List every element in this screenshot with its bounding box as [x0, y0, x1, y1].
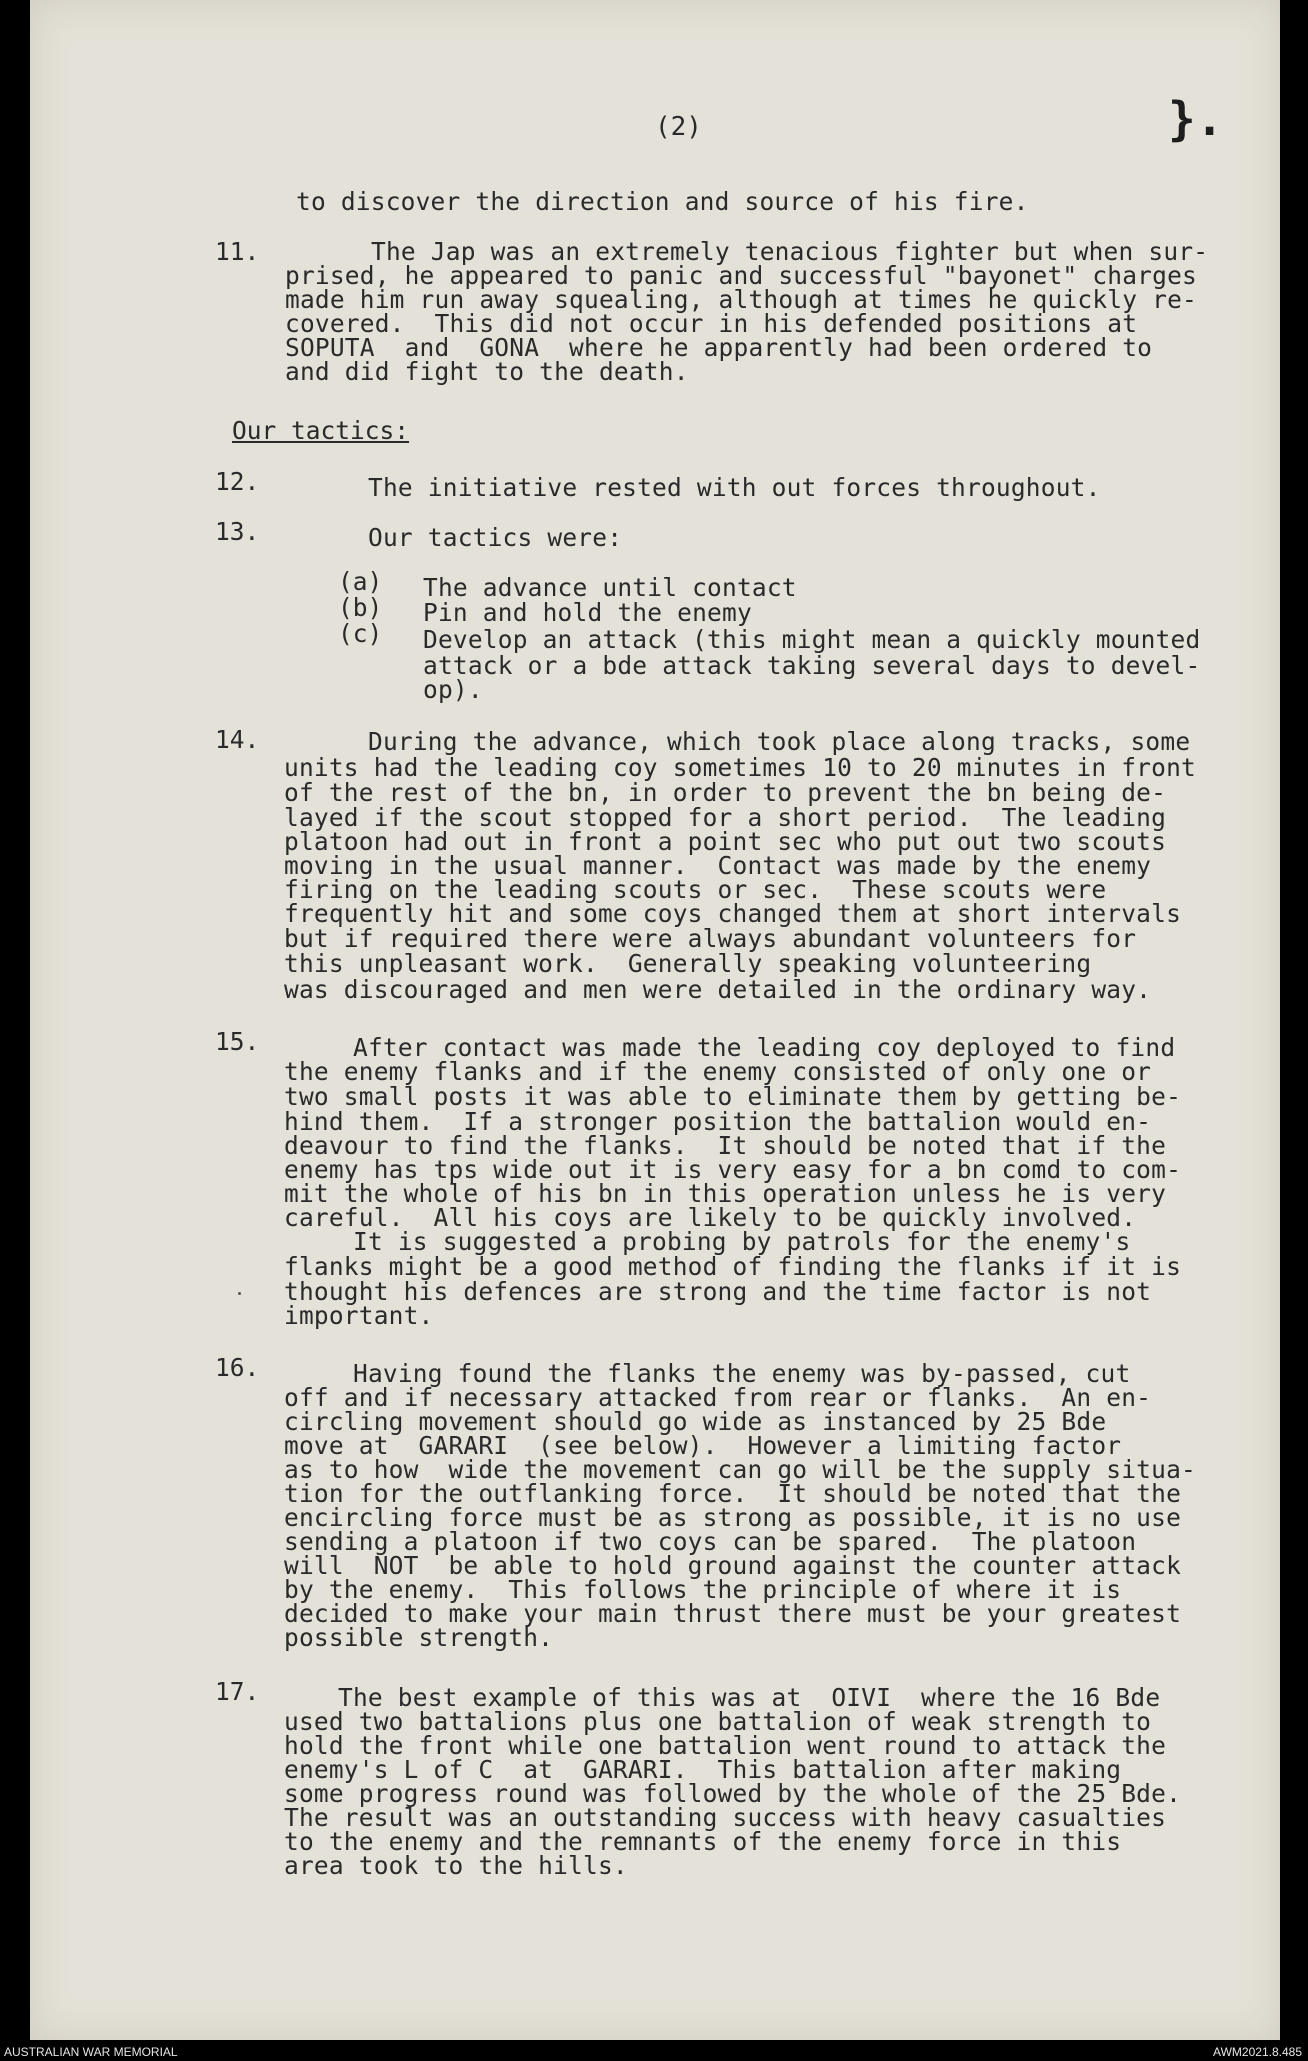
- intro-line: to discover the direction and source of his fire.: [296, 187, 1029, 216]
- para-16-line: decided to make your main thrust there must be your greatest: [284, 1599, 1182, 1628]
- para-14-line: this unpleasant work. Generally speaking volunteering: [284, 949, 1092, 978]
- para-14-line: of the rest of the bn, in order to prevent the bn being de-: [284, 778, 1167, 807]
- para-17-line: used two battalions plus one battalion of weak strength to: [284, 1707, 1152, 1736]
- para-16-line: by the enemy. This follows the principle of where it is: [284, 1575, 1122, 1604]
- para-15-line: flanks might be a good method of finding the flanks if it is: [284, 1252, 1182, 1281]
- sub-item-line: op).: [423, 675, 483, 704]
- para-17-line: The best example of this was at OIVI where the 16 Bde: [338, 1683, 1161, 1712]
- para-16-line: tion for the outflanking force. It should be noted that the: [284, 1479, 1182, 1508]
- para-14-line: frequently hit and some coys changed them at short intervals: [284, 899, 1182, 928]
- para-17-line: area took to the hills.: [284, 1851, 628, 1880]
- para-14-line: During the advance, which took place along tracks, some: [368, 727, 1191, 756]
- para-16-line: circling movement should go wide as instanced by 25 Bde: [284, 1407, 1107, 1436]
- para-17-line: some progress round was followed by the whole of the 25 Bde.: [284, 1779, 1182, 1808]
- para-11-number: 11.: [215, 237, 260, 266]
- para-16-number: 16.: [215, 1353, 260, 1382]
- sub-item-line: The advance until contact: [423, 573, 797, 602]
- para-15-line: mit the whole of his bn in this operation unless he is very: [284, 1179, 1167, 1208]
- para-17-line: hold the front while one battalion went round to attack the: [284, 1731, 1167, 1760]
- para-16-line: will NOT be able to hold ground against the counter attack: [284, 1551, 1182, 1580]
- para-12-number: 12.: [215, 467, 260, 496]
- para-17-line: enemy's L of C at GARARI. This battalion after making: [284, 1755, 1122, 1784]
- page-number: (2): [655, 112, 702, 142]
- para-15-line: enemy has tps wide out it is very easy for a bn comd to com-: [284, 1155, 1182, 1184]
- para-14-line: firing on the leading scouts or sec. These scouts were: [284, 875, 1107, 904]
- para-11-line: prised, he appeared to panic and successful "bayonet" charges: [285, 261, 1197, 290]
- para-14-line: but if required there were always abundant volunteers for: [284, 924, 1137, 953]
- para-15-line: thought his defences are strong and the time factor is not: [284, 1277, 1152, 1306]
- section-heading: Our tactics:: [232, 416, 410, 445]
- para-15-line: important.: [284, 1301, 434, 1330]
- para-15-line: hind them. If a stronger position the battalion would en-: [284, 1107, 1152, 1136]
- para-12-line: The initiative rested with out forces throughout.: [368, 473, 1101, 502]
- sub-item-label: (a): [338, 567, 383, 596]
- para-15-line: careful. All his coys are likely to be quickly involved.: [284, 1203, 1137, 1232]
- para-16-line: Having found the flanks the enemy was by-passed, cut: [353, 1359, 1131, 1388]
- para-16-line: possible strength.: [284, 1623, 554, 1652]
- para-15-line: After contact was made the leading coy deployed to find: [353, 1033, 1176, 1062]
- para-14-line: was discouraged and men were detailed in the ordinary way.: [284, 975, 1152, 1004]
- sub-item-line: Pin and hold the enemy: [423, 598, 752, 627]
- para-11-line: SOPUTA and GONA where he apparently had been ordered to: [285, 333, 1153, 362]
- para-15-line: two small posts it was able to eliminate them by getting be-: [284, 1082, 1182, 1111]
- para-11-line: and did fight to the death.: [285, 357, 689, 386]
- para-16-line: as to how wide the movement can go will be the supply situa-: [284, 1455, 1196, 1484]
- para-16-line: move at GARARI (see below). However a limiting factor: [284, 1431, 1122, 1460]
- para-11-line: covered. This did not occur in his defended positions at: [285, 309, 1138, 338]
- para-15-line: the enemy flanks and if the enemy consisted of only one or: [284, 1057, 1152, 1086]
- document-page: [30, 0, 1280, 2040]
- para-17-line: The result was an outstanding success with heavy casualties: [284, 1803, 1167, 1832]
- footer-reference: AWM2021.8.485: [1213, 2045, 1302, 2059]
- para-14-line: moving in the usual manner. Contact was made by the enemy: [284, 851, 1152, 880]
- para-14-line: units had the leading coy sometimes 10 to 20 minutes in front: [284, 753, 1196, 782]
- para-17-line: to the enemy and the remnants of the enemy force in this: [284, 1827, 1122, 1856]
- para-15-line: It is suggested a probing by patrols for the enemy's: [353, 1227, 1131, 1256]
- sub-item-line: attack or a bde attack taking several days to devel-: [423, 651, 1201, 680]
- para-14-number: 14.: [215, 725, 260, 754]
- sub-item-line: Develop an attack (this might mean a quickly mounted: [423, 625, 1201, 654]
- para-14-line: platoon had out in front a point sec who put out two scouts: [284, 827, 1167, 856]
- para-11-line: The Jap was an extremely tenacious fighter but when sur-: [371, 237, 1209, 266]
- paper-speck: [238, 1292, 241, 1295]
- para-13-number: 13.: [215, 517, 260, 546]
- para-16-line: sending a platoon if two coys can be spared. The platoon: [284, 1527, 1137, 1556]
- para-17-number: 17.: [215, 1677, 260, 1706]
- para-15-number: 15.: [215, 1027, 260, 1056]
- para-16-line: off and if necessary attacked from rear or flanks. An en-: [284, 1383, 1152, 1412]
- corner-handwritten-mark: }.: [1168, 92, 1224, 146]
- para-15-line: deavour to find the flanks. It should be noted that if the: [284, 1131, 1167, 1160]
- para-11-line: made him run away squealing, although at times he quickly re-: [285, 285, 1197, 314]
- para-16-line: encircling force must be as strong as possible, it is no use: [284, 1503, 1182, 1532]
- footer-credit: AUSTRALIAN WAR MEMORIAL: [4, 2045, 178, 2059]
- sub-item-label: (c): [338, 619, 383, 648]
- para-14-line: layed if the scout stopped for a short period. The leading: [284, 803, 1167, 832]
- sub-item-label: (b): [338, 593, 383, 622]
- para-13-line: Our tactics were:: [368, 523, 623, 552]
